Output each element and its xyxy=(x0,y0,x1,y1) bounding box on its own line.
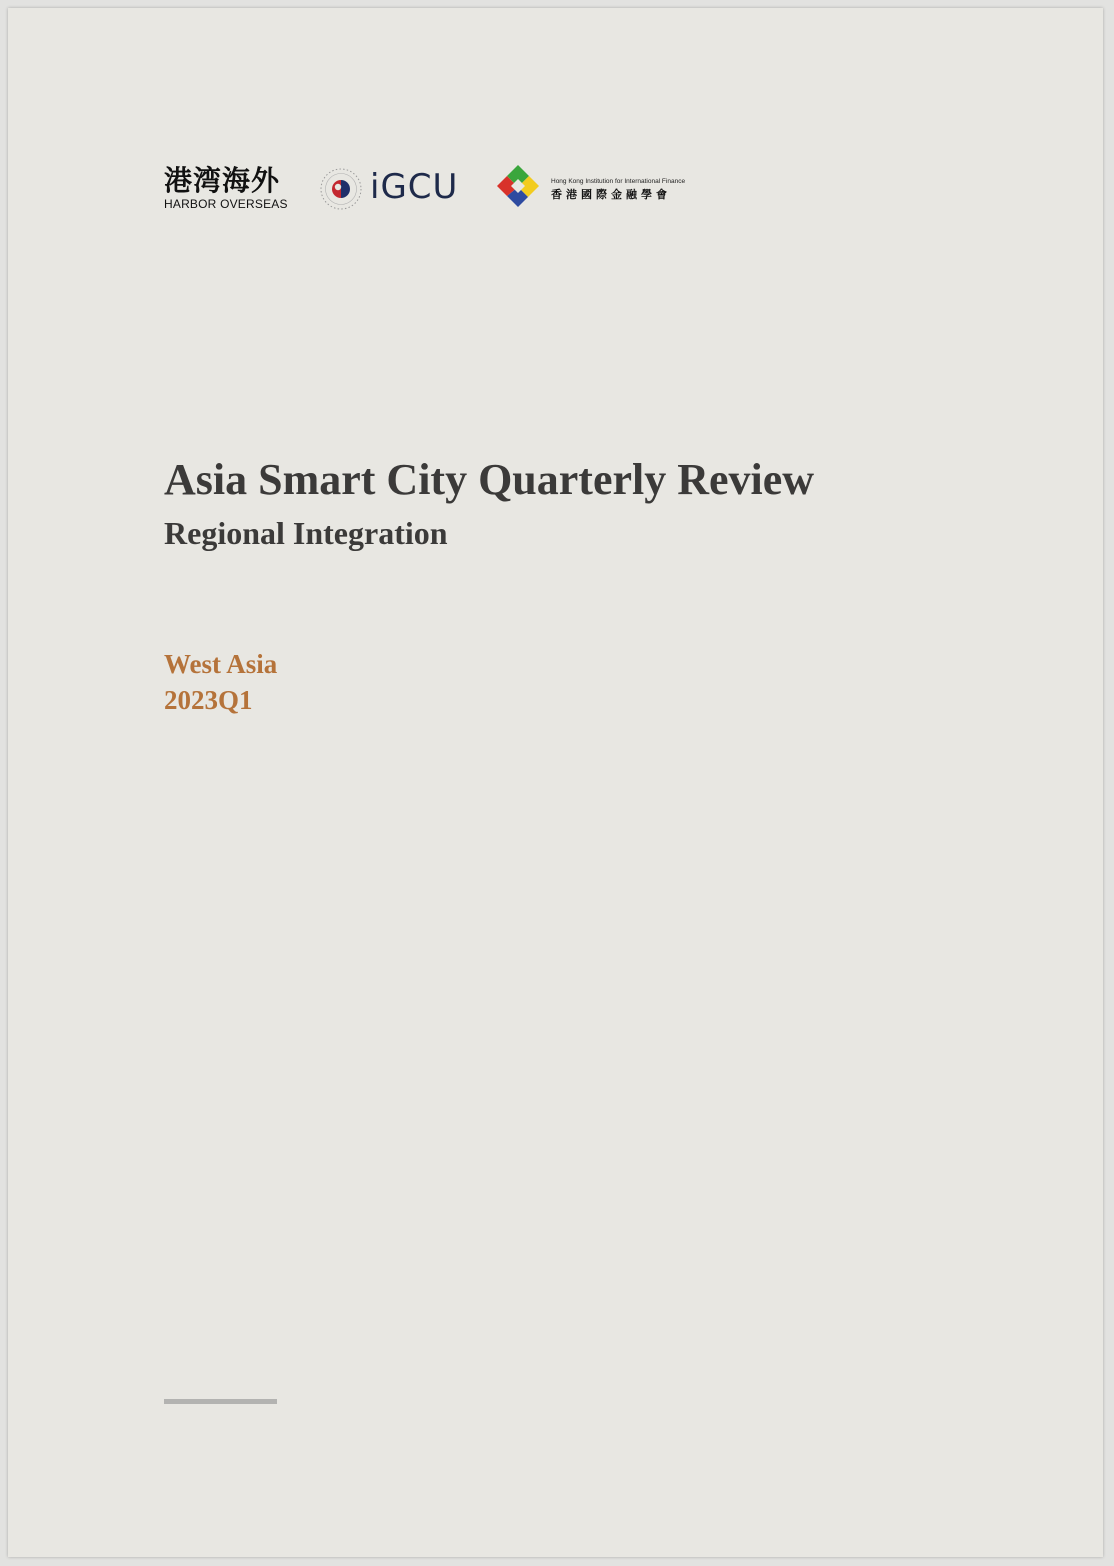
report-subtitle: Regional Integration xyxy=(164,515,448,551)
harbor-overseas-logo xyxy=(164,166,300,212)
igcu-seal-icon xyxy=(318,165,364,213)
cover-page xyxy=(8,8,1103,1557)
report-title: Asia Smart City Quarterly Review xyxy=(164,455,815,504)
report-period: 2023Q1 xyxy=(164,685,253,715)
hkiif-en-name: Hong Kong Institution for International Finance xyxy=(551,178,686,185)
partner-logos xyxy=(164,162,704,214)
igcu-logo xyxy=(318,165,470,213)
hkiif-mark-icon xyxy=(495,163,541,209)
harbor-overseas-en-wordmark: HARBOR OVERSEAS xyxy=(164,197,288,211)
harbor-overseas-cn-wordmark: 港湾海外 xyxy=(164,164,281,197)
igcu-wordmark: iGCU xyxy=(370,167,459,207)
hkiif-cn-name: 香港國際金融學會 xyxy=(551,188,671,201)
hkiif-logo xyxy=(495,162,695,212)
report-region: West Asia xyxy=(164,649,278,679)
footer-rule xyxy=(164,1399,277,1404)
